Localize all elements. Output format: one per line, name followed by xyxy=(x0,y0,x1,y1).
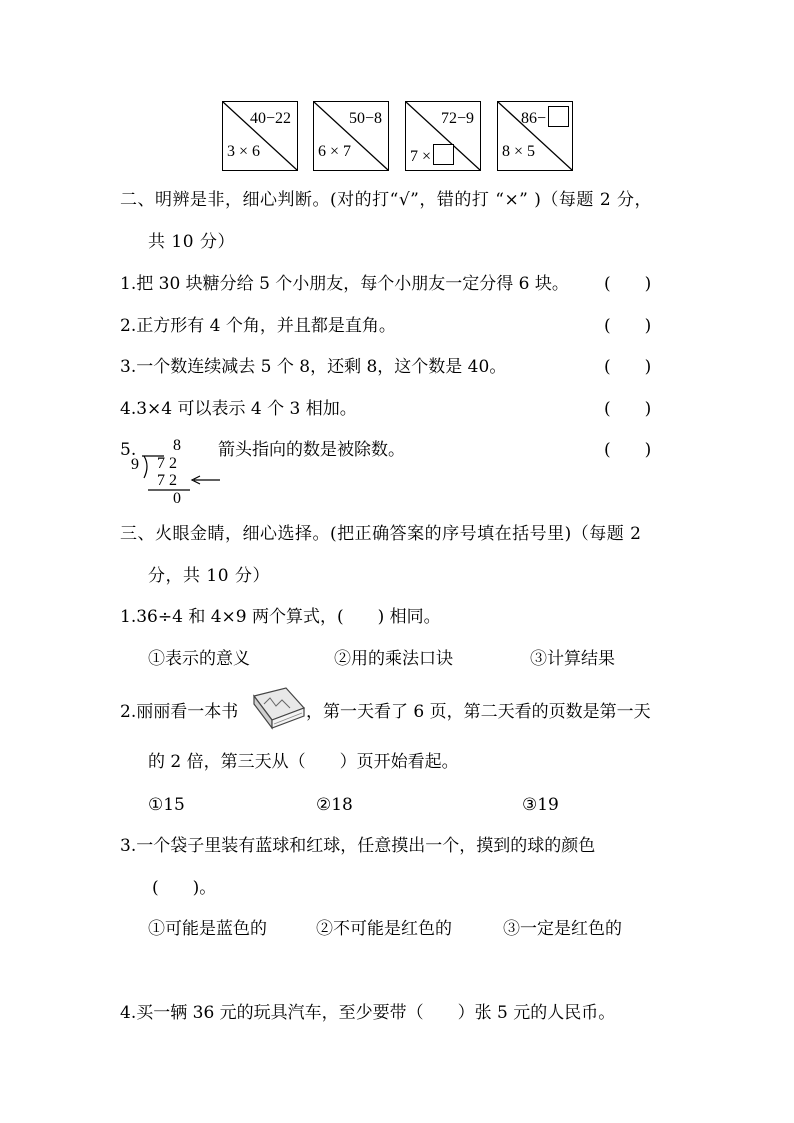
judge-item-1: 1.把 30 块糖分给 5 个小朋友，每个小朋友一定分得 6 块。 xyxy=(120,274,569,294)
calc-box-3 xyxy=(405,101,481,171)
division-dividend: 7 2 xyxy=(157,455,177,472)
division-product: 7 2 xyxy=(157,472,177,489)
box-bottom-expression xyxy=(410,144,454,166)
division-divisor: 9 xyxy=(131,456,139,473)
answer-paren-1[interactable]: ( ) xyxy=(604,274,652,294)
calc-box-1 xyxy=(222,101,298,171)
box-top-expression xyxy=(521,106,569,128)
q1-option-3[interactable]: ③计算结果 xyxy=(530,649,615,669)
division-remainder: 0 xyxy=(173,490,181,507)
answer-square[interactable] xyxy=(548,106,569,127)
answer-paren-5[interactable]: ( ) xyxy=(604,440,652,460)
box-bottom-expression: 8 × 5 xyxy=(502,143,536,160)
calc-box-2 xyxy=(313,101,389,171)
q2-option-1[interactable]: ①15 xyxy=(148,795,185,815)
calc-box-4 xyxy=(497,101,573,171)
answer-paren-2[interactable]: ( ) xyxy=(604,316,652,336)
q2-option-3[interactable]: ③19 xyxy=(522,795,559,815)
q1-option-1[interactable]: ①表示的意义 xyxy=(148,649,250,669)
judge-item-5-number: 5. xyxy=(120,440,137,460)
q3-option-2[interactable]: ②不可能是红色的 xyxy=(316,919,452,939)
box-top-expression: 72−9 xyxy=(440,110,474,127)
judge-item-3: 3.一个数连续减去 5 个 8，还剩 8，这个数是 40。 xyxy=(120,357,507,377)
judge-item-5: 箭头指向的数是被除数。 xyxy=(218,440,405,460)
judge-item-2: 2.正方形有 4 个角，并且都是直角。 xyxy=(120,316,396,336)
q1-option-2[interactable]: ②用的乘法口诀 xyxy=(334,649,453,669)
choice-q1: 1.36÷4 和 4×9 两个算式，( ) 相同。 xyxy=(120,607,441,627)
answer-paren-4[interactable]: ( ) xyxy=(604,399,652,419)
box-bottom-expression: 3 × 6 xyxy=(227,143,261,160)
section3-title-line1: 三、火眼金睛，细心选择。(把正确答案的序号填在括号里)（每题 2 xyxy=(120,524,642,544)
choice-q3-paren[interactable]: ( )。 xyxy=(152,878,217,898)
section3-title-line2: 分，共 10 分） xyxy=(148,566,270,586)
answer-paren-3[interactable]: ( ) xyxy=(604,357,652,377)
box-top-text: 86− xyxy=(520,110,546,127)
box-top-expression: 40−22 xyxy=(249,110,291,127)
choice-q2-part-c: 的 2 倍，第三天从（ ）页开始看起。 xyxy=(148,752,459,772)
choice-q3: 3.一个袋子里装有蓝球和红球，任意摸出一个，摸到的球的颜色 xyxy=(120,836,596,856)
box-bottom-text: 7 × xyxy=(410,148,432,165)
choice-q2-part-b: ，第一天看了 6 页，第二天看的页数是第一天 xyxy=(306,702,651,722)
q3-option-3[interactable]: ③一定是红色的 xyxy=(503,919,622,939)
q3-option-1[interactable]: ①可能是蓝色的 xyxy=(148,919,267,939)
choice-q4: 4.买一辆 36 元的玩具汽车，至少要带（ ）张 5 元的人民币。 xyxy=(120,1003,616,1023)
box-bottom-expression: 6 × 7 xyxy=(318,143,352,160)
choice-q2-part-a: 2.丽丽看一本书 xyxy=(120,702,239,722)
division-quotient: 8 xyxy=(173,437,181,454)
answer-square[interactable] xyxy=(433,144,454,165)
section2-title-line2: 共 10 分） xyxy=(148,232,235,252)
book-icon xyxy=(246,686,308,734)
section2-title-line1: 二、明辨是非，细心判断。(对的打“√”，错的打 “×” )（每题 2 分， xyxy=(120,190,653,210)
q2-option-2[interactable]: ②18 xyxy=(316,795,353,815)
judge-item-4: 4.3×4 可以表示 4 个 3 相加。 xyxy=(120,399,357,419)
box-top-expression: 50−8 xyxy=(348,110,382,127)
